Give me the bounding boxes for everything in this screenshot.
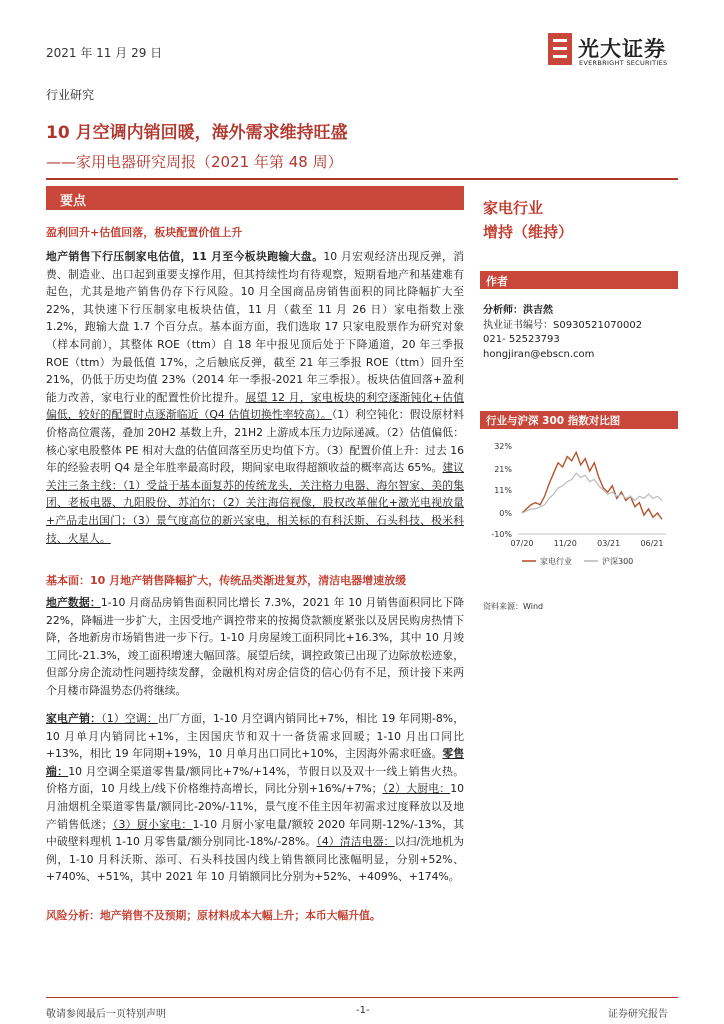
footer-disclaimer: 敬请参阅最后一页特别声明 [46, 1009, 166, 1020]
y-tick-label: 11% [494, 486, 512, 495]
analyst-phone: 021- 52523793 [483, 334, 560, 345]
outlook-text: 展望 12 月，家电板块的利空逐渐钝化+估值偏低，较好的配置时点逐渐临近（Q4 估值切换性率较高）。 [46, 390, 464, 422]
title-divider [46, 178, 678, 180]
small-appliance-text: 1-10 月厨小家电量/额较 2020 年同期-12%/-13%，其中破壁料理机 1-10 月零售量/额分别同比-18%/-28%。 [46, 817, 465, 849]
lead-sentence: 地产销售下行压制家电估值，11 月至今板块跑输大盘。 [46, 250, 324, 263]
body-text: 10 月宏观经济出现反弹，消费、制造业、出口起到重要支撑作用，但其持续性均有待观察，短期看地产和基建难有起色，尤其是地产销售仍存下行风险。10 月全国商品房销售面积的同比降幅扩大至 22%，其快速下行压制家电板块估值，11 月（截至 11 月 26 日）家电指数上涨 1.2%，跑输大盘 1.7 个百分点。基本面方面，我们选取 17 只家电股票作为研究对象（样本同前），其整体 ROE（ttm）自 18 年中报见顶后处于下降通道，20 年三季报 ROE（ttm）为最低值 17%，之后触底反弹，截至 21 年三季报 ROE（ttm）回升至 21%，仍低于历史均值 23%（2014 年一季报-2021 年三季报）。板块估值回落+盈利能力改善，家电行业的配置性价比提升。 [46, 250, 464, 404]
property-data-paragraph [46, 594, 464, 700]
page-number: -1- [356, 1005, 370, 1016]
industry-name: 家电行业 [483, 199, 544, 217]
report-subtitle: ——家用电器研究周报（2021 年第 48 周） [46, 153, 343, 171]
ac-text: 出厂方面，1-10 月空调内销同比+7%，相比 19 年同期-8%，10 月单月内销同比+1%，主因国庆节和双十一备货需求回暖；1-10 月出口同比+13%，相比 19 年同期+19%，10 月单月出口同比+10%，主因海外需求旺盛。 [46, 712, 464, 761]
retail-label: 零售端： [46, 747, 465, 778]
risk-analysis: 风险分析：地产销售不及预期；原材料成本大幅上升；本币大幅升值。 [46, 909, 381, 922]
chart-title: 行业与沪深 300 指数对比图 [486, 415, 621, 427]
x-tick-label: 06/21 [640, 539, 664, 548]
author-label: 作者 [486, 275, 508, 288]
report-date: 2021 年 11 月 29 日 [46, 46, 163, 60]
appliance-sales-label: 家电产销： [46, 712, 102, 725]
footer-report-type: 证券研究报告 [608, 1009, 668, 1020]
y-tick-label: 32% [494, 442, 512, 451]
appliance-sales-paragraph [46, 710, 464, 886]
series-line-0 [522, 452, 662, 519]
y-tick-label: -10% [491, 530, 512, 539]
author-info [483, 304, 642, 362]
x-tick-label: 07/20 [510, 539, 534, 548]
analyst-name: 分析师：洪吉然 [483, 305, 553, 316]
property-data-label: 地产数据： [46, 596, 101, 609]
analyst-email[interactable]: hongjiran@ebscn.com [483, 348, 595, 360]
keypoints-label: 要点 [60, 194, 87, 209]
report-title: 10 月空调内销回暖，海外需求维持旺盛 [46, 123, 348, 143]
body-text: （1）利空钝化：假设原材料价格高位震荡，叠加 20H2 基数上升，21H2 上游成本压力边际递减。（2）估值偏低：核心家电股整体 PE 相对大盘的估值回落至历史均值下方。（3）配置价值上升：过去 16 年的经验表明 Q4 是全年胜率最高时段，期间家电取得超额收益的概率高达 65%。 [46, 408, 464, 475]
y-tick-label: 21% [494, 465, 512, 475]
section-heading-valuation: 盈利回升+估值回落，板块配置价值上升 [46, 226, 243, 239]
chart-source: 资料来源：Wind [483, 602, 544, 611]
company-logo [548, 33, 688, 69]
author-bar [480, 271, 678, 289]
property-data-text: 1-10 月商品房销售面积同比增长 7.3%，2021 年 10 月销售面积同比下降 22%，降幅进一步扩大，主因受地产调控带来的按揭贷款额度紧张以及居民购房热情下降，各地新房市场销售进一步下行。1-10 月房屋竣工面积同比+16.3%，其中 10 月竣工同比-21.3%，竣工面积增速大幅回落。展望后续，调控政策已出现了边际放松迹象，但部分房企流动性问题持续发酵，金融机构对房企信贷的信心仍有不足，预计接下来两个月楼市降温势态仍将继续。 [46, 596, 465, 697]
legend-label: 沪深300 [602, 557, 634, 566]
legend-label: 家电行业 [540, 557, 572, 566]
kitchen-label: （2）大厨电： [382, 782, 451, 796]
cleaning-text: 以扫/洗地机为例，1-10 月科沃斯、添可、石头科技国内线上销售额同比涨幅明显，分别+52%、+740%、+51%，其中 2021 年 10 月销额同比分别为+52%、+409%、+174%。 [46, 835, 465, 884]
x-tick-label: 11/20 [553, 539, 577, 548]
x-tick-label: 03/21 [597, 539, 621, 548]
logo-name-en: EVERBRIGHT SECURITIES [579, 59, 668, 67]
industry-rating: 增持（维持） [483, 223, 574, 241]
index-comparison-chart [480, 436, 678, 586]
logo-name: 光大证券 [578, 37, 666, 61]
cleaning-label: （4）清洁电器： [316, 835, 395, 849]
keypoints-bar [46, 186, 464, 210]
retail-text: 10 月空调全渠道零售量/额同比+7%/+14%，节假日以及双十一线上销售火热。价格方面，10 月线上/线下价格维持高增长，同比分别+16%/+7%； [46, 764, 464, 796]
report-category: 行业研究 [46, 88, 95, 102]
recommendation-text: 建议关注三条主线：（1）受益于基本面复苏的传统龙头，关注格力电器、海尔智家、美的集团、老板电器、九阳股份、苏泊尔；（2）关注海信视像，股权改革催化+激光电视放量+产品走出国门；（3）景气度高位的新兴家电，相关标的有科沃斯、石头科技、极米科技、火星人。 [46, 461, 464, 545]
footer-divider [46, 997, 678, 998]
ac-label: （1）空调： [101, 712, 158, 725]
small-appliance-label: （3）厨小家电： [112, 817, 193, 831]
section-body-valuation [46, 248, 464, 547]
y-tick-label: 0% [499, 509, 512, 519]
section-heading-fundamentals: 基本面：10 月地产销售降幅扩大，传统品类渐进复苏，清洁电器增速放缓 [46, 574, 407, 587]
kitchen-text: 10 月油烟机全渠道零售量/额同比-20%/-11%，景气度不佳主因年初需求过度释放以及地产销售低迷； [46, 782, 464, 831]
everbright-logo-icon [548, 33, 572, 65]
license-number: 执业证书编号：S0930521070002 [483, 319, 643, 331]
